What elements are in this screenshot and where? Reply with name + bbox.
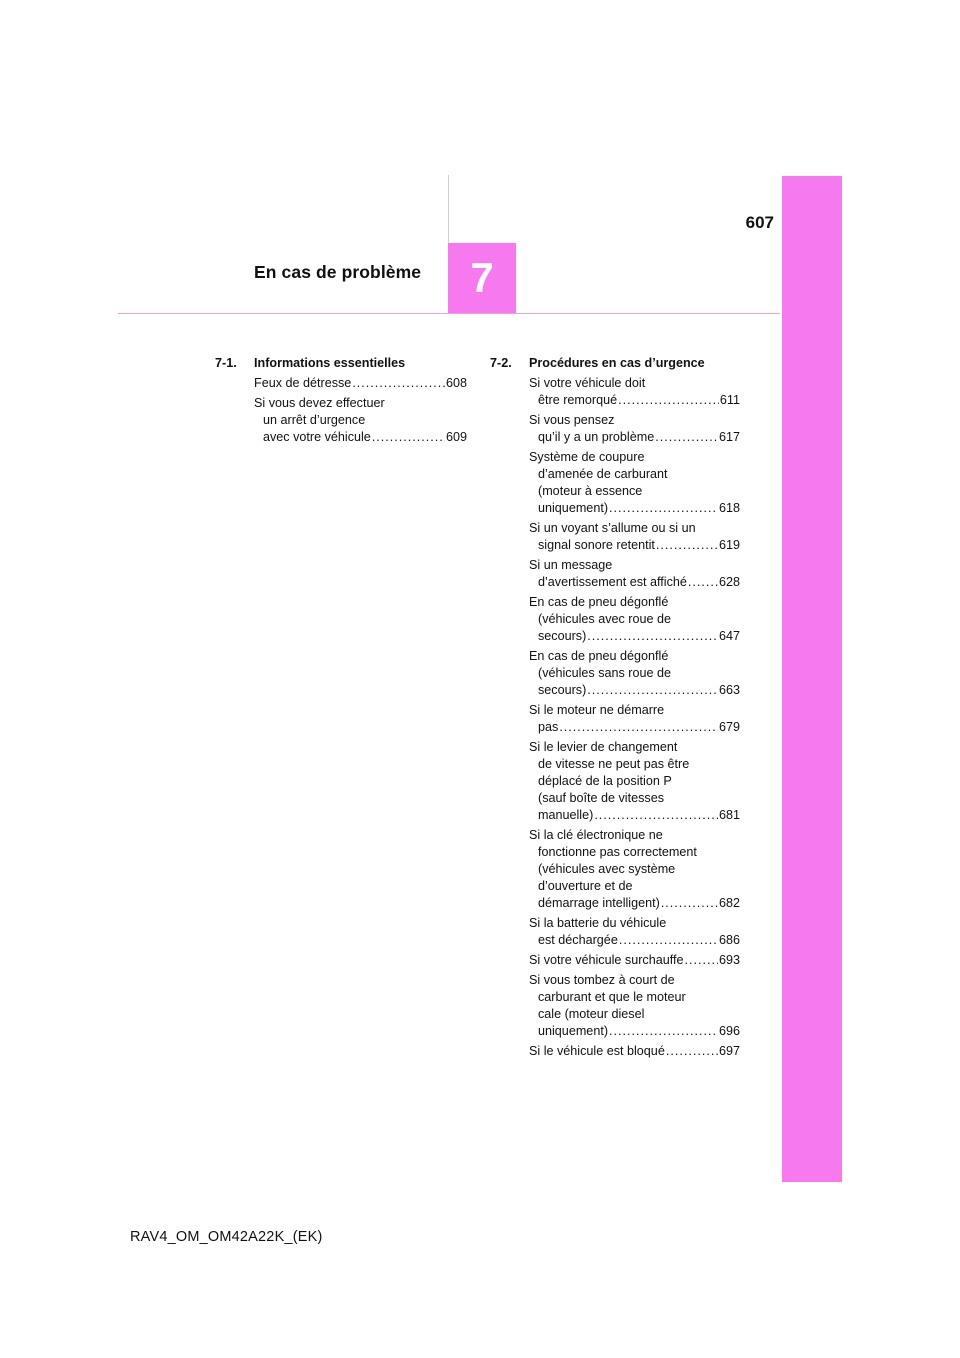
chapter-edge-tab bbox=[782, 176, 842, 1182]
toc-section-heading bbox=[215, 355, 467, 372]
toc-entry-text: (sauf boîte de vitesses bbox=[538, 791, 665, 805]
toc-entry-text: Si votre véhicule doit bbox=[529, 376, 646, 390]
toc-entry-last-line bbox=[529, 628, 740, 645]
toc-entry-text: Si vous devez effectuer bbox=[254, 396, 385, 410]
toc-entry-text: (véhicules avec roue de bbox=[538, 612, 672, 626]
toc-entry-last-line bbox=[254, 429, 467, 446]
toc-entry-text: Feux de détresse bbox=[254, 376, 352, 390]
toc-entry[interactable] bbox=[529, 412, 740, 446]
toc-entry-last-line bbox=[529, 719, 740, 736]
toc-entry-text: Si votre véhicule surchauffe bbox=[529, 953, 684, 967]
dot-leader bbox=[656, 537, 718, 554]
toc-entry-text: Si vous pensez bbox=[529, 413, 615, 427]
toc-entry[interactable] bbox=[529, 449, 740, 517]
toc-entry-text: d’ouverture et de bbox=[538, 879, 633, 893]
toc-entry[interactable] bbox=[529, 375, 740, 409]
toc-entry[interactable] bbox=[529, 557, 740, 591]
toc-page-number: 611 bbox=[719, 393, 740, 407]
toc-page-number: 619 bbox=[718, 538, 740, 552]
toc-entry-text: En cas de pneu dégonflé bbox=[529, 595, 669, 609]
toc-entry-last-line bbox=[529, 574, 740, 591]
toc-page-number: 693 bbox=[718, 953, 740, 967]
toc-entry[interactable] bbox=[529, 952, 740, 969]
toc-entry-last-line bbox=[529, 807, 740, 824]
dot-leader bbox=[352, 375, 445, 392]
toc-entry-text: (véhicules sans roue de bbox=[538, 666, 672, 680]
toc-entry[interactable] bbox=[529, 827, 740, 912]
dot-leader bbox=[594, 807, 718, 824]
dot-leader bbox=[666, 1043, 718, 1060]
toc-entry-text: un arrêt d’urgence bbox=[263, 413, 366, 427]
toc-entry-text: avec votre véhicule bbox=[263, 430, 371, 444]
toc-entry-text: Si le véhicule est bloqué bbox=[529, 1044, 665, 1058]
header-divider-horizontal bbox=[118, 313, 780, 314]
toc-entry-text: Si la batterie du véhicule bbox=[529, 916, 667, 930]
dot-leader bbox=[684, 952, 718, 969]
toc-page-number: 686 bbox=[718, 933, 740, 947]
dot-leader bbox=[688, 574, 718, 591]
toc-entry-text: Si le levier de changement bbox=[529, 740, 678, 754]
toc-entry[interactable] bbox=[529, 702, 740, 736]
toc-page-number: 679 bbox=[718, 720, 740, 734]
toc-entry-text: Système de coupure bbox=[529, 450, 645, 464]
toc-entry-text: uniquement) bbox=[538, 501, 609, 515]
toc-entry-last-line bbox=[529, 392, 740, 409]
toc-entry-text: déplacé de la position P bbox=[538, 774, 672, 788]
toc-entry-text: manuelle) bbox=[538, 808, 594, 822]
toc-page-number: 609 bbox=[445, 430, 467, 444]
toc-entries bbox=[254, 375, 467, 446]
toc-column-right bbox=[490, 355, 740, 1063]
dot-leader bbox=[587, 628, 718, 645]
toc-entry-text: d’amenée de carburant bbox=[538, 467, 668, 481]
toc-entry-text: (moteur à essence bbox=[538, 484, 643, 498]
toc-entry-text: Si un voyant s’allume ou si un bbox=[529, 521, 696, 535]
toc-entry[interactable] bbox=[254, 395, 467, 446]
toc-page-number: 697 bbox=[718, 1044, 740, 1058]
toc-entry-text: démarrage intelligent) bbox=[538, 896, 660, 910]
document-code: RAV4_OM_OM42A22K_(EK) bbox=[130, 1229, 323, 1245]
dot-leader bbox=[619, 932, 718, 949]
toc-entry-text: Si la clé électronique ne bbox=[529, 828, 663, 842]
dot-leader bbox=[655, 429, 718, 446]
toc-entry-last-line bbox=[529, 682, 740, 699]
toc-entry-text: carburant et que le moteur bbox=[538, 990, 686, 1004]
toc-page-number: 647 bbox=[718, 629, 740, 643]
dot-leader bbox=[661, 895, 718, 912]
chapter-tab bbox=[448, 243, 516, 313]
dot-leader bbox=[587, 682, 718, 699]
toc-entries bbox=[529, 375, 740, 1060]
toc-page-number: 617 bbox=[718, 430, 740, 444]
section-title: Procédures en cas d’urgence bbox=[529, 356, 705, 370]
toc-page-number: 682 bbox=[718, 896, 740, 910]
toc-entry-last-line bbox=[529, 429, 740, 446]
toc-entry-last-line bbox=[529, 932, 740, 949]
toc-page-number: 663 bbox=[718, 683, 740, 697]
toc-entry-text: de vitesse ne peut pas être bbox=[538, 757, 690, 771]
toc-entry-text: Si le moteur ne démarre bbox=[529, 703, 665, 717]
header-divider-vertical bbox=[448, 175, 449, 243]
dot-leader bbox=[609, 500, 718, 517]
dot-leader bbox=[372, 429, 445, 446]
toc-entry-text: secours) bbox=[538, 629, 587, 643]
chapter-number: 7 bbox=[470, 254, 494, 301]
toc-entry-text: signal sonore retentit bbox=[538, 538, 655, 552]
chapter-title: En cas de problème bbox=[254, 262, 422, 282]
toc-entry[interactable] bbox=[529, 520, 740, 554]
toc-page-number: 628 bbox=[718, 575, 740, 589]
toc-entry[interactable] bbox=[529, 739, 740, 824]
dot-leader bbox=[609, 1023, 718, 1040]
page-number: 607 bbox=[745, 213, 774, 232]
dot-leader bbox=[618, 392, 719, 409]
section-number: 7-2. bbox=[490, 356, 512, 370]
toc-entry[interactable] bbox=[529, 594, 740, 645]
toc-entry-last-line bbox=[529, 1043, 740, 1060]
toc-entry[interactable] bbox=[529, 1043, 740, 1060]
toc-entry-last-line bbox=[254, 375, 467, 392]
toc-entry-text: secours) bbox=[538, 683, 587, 697]
toc-section-heading bbox=[490, 355, 740, 372]
toc-page-number: 681 bbox=[718, 808, 740, 822]
toc-entry-last-line bbox=[529, 1023, 740, 1040]
section-title: Informations essentielles bbox=[254, 356, 406, 370]
toc-entry-text: qu’il y a un problème bbox=[538, 430, 655, 444]
toc-entry-text: cale (moteur diesel bbox=[538, 1007, 645, 1021]
toc-entry-text: fonctionne pas correctement bbox=[538, 845, 697, 859]
toc-entry-text: est déchargée bbox=[538, 933, 618, 947]
toc-entry-text: Si un message bbox=[529, 558, 613, 572]
toc-entry-text: d’avertissement est affiché bbox=[538, 575, 687, 589]
toc-entry-last-line bbox=[529, 952, 740, 969]
toc-entry[interactable] bbox=[529, 648, 740, 699]
toc-entry-text: En cas de pneu dégonflé bbox=[529, 649, 669, 663]
toc-entry-last-line bbox=[529, 537, 740, 554]
toc-entry-text: pas bbox=[538, 720, 559, 734]
toc-page-number: 618 bbox=[718, 501, 740, 515]
toc-entry-last-line bbox=[529, 895, 740, 912]
toc-entry-text: uniquement) bbox=[538, 1024, 609, 1038]
dot-leader bbox=[559, 719, 718, 736]
section-number: 7-1. bbox=[215, 356, 237, 370]
toc-entry[interactable] bbox=[529, 915, 740, 949]
toc-entry-text: Si vous tombez à court de bbox=[529, 973, 675, 987]
toc-page-number: 608 bbox=[445, 376, 467, 390]
toc-entry[interactable] bbox=[254, 375, 467, 392]
toc-column-left bbox=[215, 355, 467, 449]
toc-page-number: 696 bbox=[718, 1024, 740, 1038]
toc-entry-last-line bbox=[529, 500, 740, 517]
toc-entry-text: être remorqué bbox=[538, 393, 618, 407]
toc-entry[interactable] bbox=[529, 972, 740, 1040]
toc-entry-text: (véhicules avec système bbox=[538, 862, 676, 876]
